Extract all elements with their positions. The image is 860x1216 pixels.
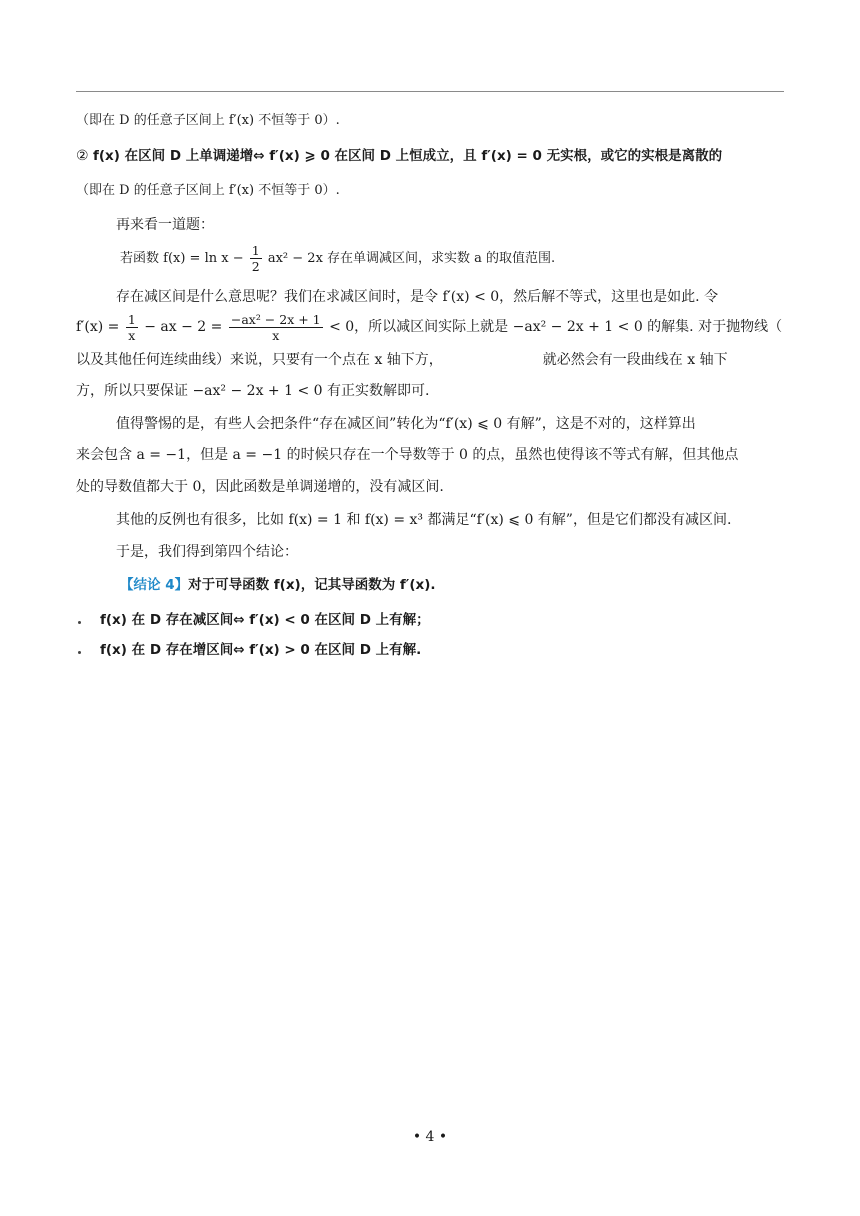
problem-text-b: ax² − 2x 存在单调减区间，求实数 a 的取值范围. [267, 251, 556, 266]
paragraph-line: 存在减区间是什么意思呢？我们在求减区间时，是令 f′(x) < 0，然后解不等式，这里也是如此. 令 [116, 289, 719, 305]
derivative-equation [76, 310, 782, 344]
problem-text-a: 若函数 f(x) = ln x − [120, 251, 244, 266]
theorem-line [76, 146, 722, 166]
theorem-fx: f(x) [93, 148, 120, 164]
paragraph-line: 再来看一道题： [116, 217, 214, 233]
theorem-text: 在区间 D 上单调递增⇔ f′(x) ⩾ 0 在区间 D 上恒成立，且 f′(x) = 0 无实根，或它的实根是离散的 [119, 148, 723, 164]
problem-statement [120, 243, 555, 274]
conclusion-text: 对于可导函数 f(x)，记其导函数为 f′(x). [188, 577, 436, 593]
conclusion-heading [120, 575, 436, 595]
fraction-one-half [250, 243, 262, 274]
fraction-polynomial [229, 312, 323, 343]
line-part-b: 就必然会有一段曲线在 x 轴下 [542, 352, 728, 368]
eq-text-a: f′(x) = [76, 319, 120, 335]
fraction-denominator: x [272, 327, 280, 343]
paragraph-line: 来会包含 a = −1，但是 a = −1 的时候只存在一个导数等于 0 的点，虽然也使得该不等式有解，但其他点 [76, 447, 739, 463]
page-number: • 4 • [412, 1129, 448, 1145]
circled-number: ② [76, 148, 94, 164]
bullet-item: f(x) 在 D 存在减区间⇔ f′(x) < 0 在区间 D 上有解； [100, 612, 430, 628]
bullet-dot [78, 651, 81, 654]
eq-text-b: − ax − 2 = [144, 319, 223, 335]
eq-text-c: < 0，所以减区间实际上就是 −ax² − 2x + 1 < 0 的解集. 对于抛物线（ [329, 319, 783, 335]
paragraph-line: 处的导数值都大于 0，因此函数是单调递增的，没有减区间. [76, 479, 444, 495]
paragraph-line: （即在 D 的任意子区间上 f′(x) 不恒等于 0）. [76, 113, 340, 128]
fraction-one-over-x [126, 312, 138, 343]
paragraph-line [76, 350, 728, 370]
fraction-denominator: x [128, 327, 136, 343]
fraction-denominator: 2 [251, 259, 260, 274]
conclusion-tag: 【结论 4】 [120, 577, 189, 593]
paragraph-line: 值得警惕的是，有些人会把条件“存在减区间”转化为“f′(x) ⩽ 0 有解”，这是不对的，这样算出 [116, 416, 696, 432]
fraction-numerator: −ax² − 2x + 1 [230, 311, 321, 327]
paragraph-line: 其他的反例也有很多，比如 f(x) = 1 和 f(x) = x³ 都满足“f′(x) ⩽ 0 有解”，但是它们都没有减区间. [116, 512, 732, 528]
line-part-a: 以及其他任何连续曲线）来说，只要有一个点在 x 轴下方， [76, 352, 443, 368]
paragraph-line: （即在 D 的任意子区间上 f′(x) 不恒等于 0）. [76, 183, 340, 198]
paragraph-line: 方，所以只要保证 −ax² − 2x + 1 < 0 有正实数解即可. [76, 383, 430, 399]
fraction-numerator: 1 [251, 243, 260, 258]
fraction-numerator: 1 [127, 311, 136, 327]
header-divider [76, 91, 784, 92]
paragraph-line: 于是，我们得到第四个结论： [116, 544, 298, 560]
bullet-dot [78, 621, 81, 624]
bullet-item: f(x) 在 D 存在增区间⇔ f′(x) > 0 在区间 D 上有解. [100, 642, 422, 658]
